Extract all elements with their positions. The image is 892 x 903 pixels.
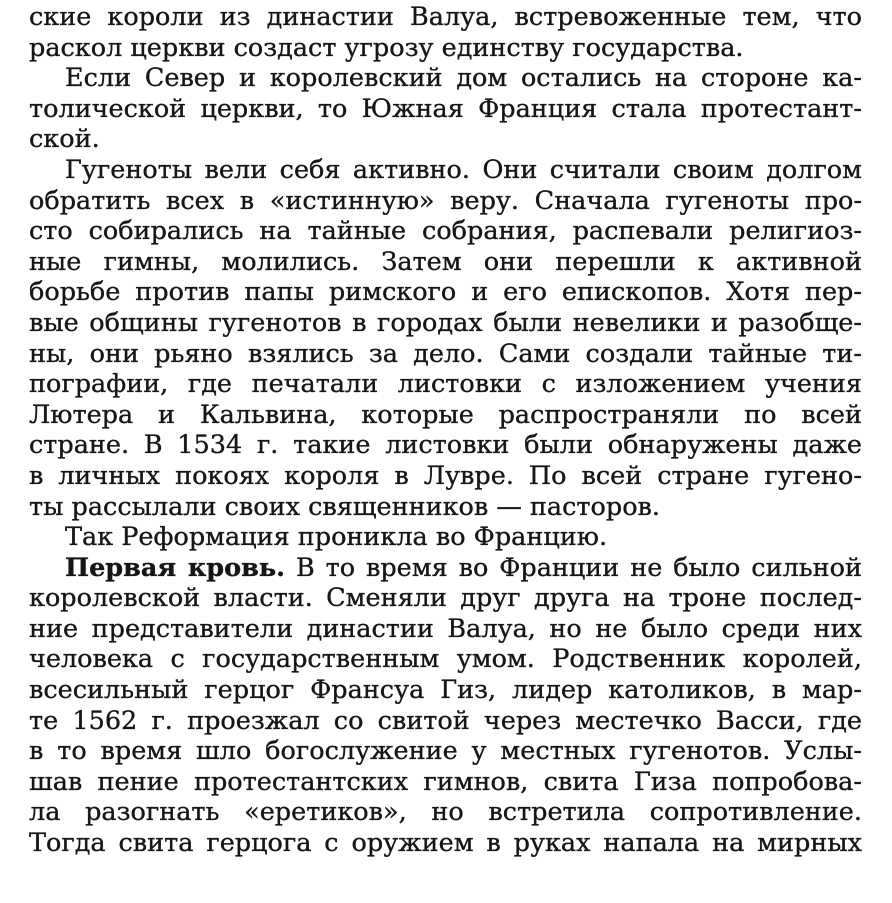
section-heading: Первая кровь. — [65, 552, 286, 583]
text-line — [29, 33, 862, 64]
line-text: Тогда свита герцога с оружием в руках напала на мирных — [29, 828, 862, 859]
line-text: раскол церкви создаст угрозу единству государства. — [29, 32, 744, 63]
text-line — [29, 553, 862, 584]
text-line — [29, 706, 862, 737]
text-line — [29, 614, 862, 645]
text-line — [29, 186, 862, 217]
line-text: ла разогнать «еретиков», но встретила сопротивление. — [29, 797, 862, 828]
line-text: Гугеноты вели себя активно. Они считали своим долгом — [65, 154, 862, 185]
text-line — [29, 369, 862, 400]
text-line — [29, 430, 862, 461]
line-text: В то время во Франции не было сильной — [295, 552, 863, 583]
line-text: шав пение протестантских гимнов, свита Гиза попробова- — [29, 766, 862, 797]
text-line — [29, 522, 862, 553]
text-line — [29, 767, 862, 798]
text-line — [29, 94, 862, 125]
text-line — [29, 583, 862, 614]
line-text: ты рассылали своих священников — пасторов. — [29, 491, 661, 522]
line-text: в личных покоях короля в Лувре. По всей стране гугено- — [29, 460, 862, 491]
line-text: обратить всех в «истинную» веру. Сначала гугеноты про- — [29, 185, 862, 216]
text-line — [29, 339, 862, 370]
text-line — [29, 461, 862, 492]
line-text: королевской власти. Сменяли друг друга на троне послед- — [29, 583, 862, 614]
line-text: Если Север и королевский дом остались на стороне ка- — [65, 63, 862, 94]
text-line — [29, 400, 862, 431]
text-line — [29, 63, 862, 94]
line-text: Так Реформация проникла во Францию. — [65, 522, 608, 553]
text-line — [29, 155, 862, 186]
line-text: человека с государственным умом. Родственник королей, — [29, 644, 862, 675]
text-line — [29, 797, 862, 828]
line-text: ской. — [29, 124, 100, 155]
line-text: в то время шло богослужение у местных гугенотов. Услы- — [29, 736, 862, 767]
text-line — [29, 644, 862, 675]
line-text: борьбе против папы римского и его епископов. Хотя пер- — [29, 277, 862, 308]
line-text: ские короли из династии Валуа, встревоженные тем, что — [29, 2, 862, 32]
line-text: вые общины гугенотов в городах были невелики и разобще- — [29, 307, 862, 338]
line-text: Лютера и Кальвина, которые распространяли по всей — [29, 399, 862, 430]
line-text: те 1562 г. проезжал со свитой через местечко Васси, где — [29, 705, 862, 736]
line-text: пографии, где печатали листовки с изложением учения — [29, 369, 862, 400]
text-line — [29, 828, 862, 859]
text-line — [29, 247, 862, 278]
text-line — [29, 736, 862, 767]
line-text: стране. В 1534 г. такие листовки были обнаружены даже — [29, 430, 862, 461]
line-text: всесильный герцог Франсуа Гиз, лидер католиков, в мар- — [29, 675, 862, 706]
text-line — [29, 2, 862, 33]
text-line — [29, 308, 862, 339]
text-line — [29, 124, 862, 155]
text-line — [29, 216, 862, 247]
line-text: толической церкви, то Южная Франция стала протестант- — [29, 93, 862, 124]
line-text: ные гимны, молились. Затем они перешли к активной — [29, 246, 862, 277]
text-line — [29, 492, 862, 523]
line-text: сто собирались на тайные собрания, распевали религиоз- — [29, 216, 862, 247]
line-text: ние представители династии Валуа, но не было среди них — [29, 613, 862, 644]
line-text: ны, они рьяно взялись за дело. Сами создали тайные ти- — [29, 338, 862, 369]
text-line — [29, 675, 862, 706]
text-line — [29, 277, 862, 308]
